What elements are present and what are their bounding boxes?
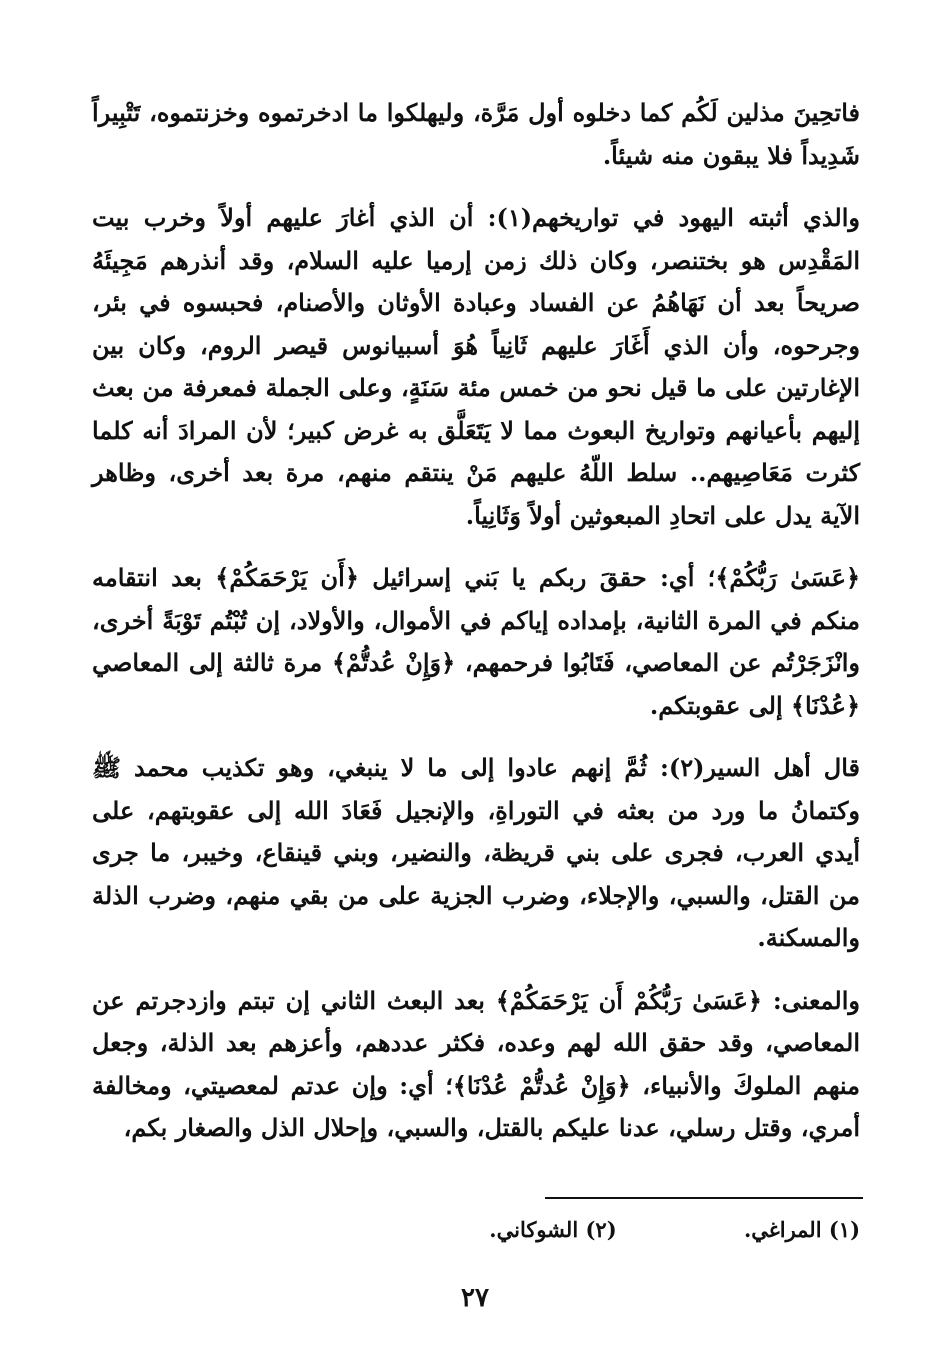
paragraph-1: فاتحِينَ مذلين لَكُم كما دخلوه أول مَرَّة، وليهلكوا ما ادخرتموه وخزنتموه، تَتْبِيراً شَدِيداً فلا يبقون منه شيئاً. [92, 98, 860, 170]
footnote-2: (٢) الشوكاني. [489, 1217, 617, 1242]
footnote-1: (١) المراغي. [743, 1217, 860, 1242]
page-number: ٢٧ [461, 1283, 489, 1313]
paragraph-5: والمعنى: ﴿عَسَىٰ رَبُّكُمْ أَن يَرْحَمَكُمْ﴾ بعد البعث الثاني إن تبتم وازدجرتم عن المعاصي، وقد حقق الله لهم وعده، فكثر عددهم، وأعزهم بعد الذلة، وجعل منهم الملوكَ والأنبياء، ﴿وَإِنْ عُدتُّمْ عُدْنَا﴾؛ أي: وإن عدتم لمعصيتي، ومخالفة أمري، وقتل رسلي، عدنا عليكم بالقتل، والسبي، وإحلال الذل والصغار بكم، [92, 985, 860, 1142]
footnotes [489, 1217, 860, 1242]
paragraph-2: والذي أثبته اليهود في تواريخهم(١): أن الذي أغارَ عليهم أولاً وخرب بيت المَقْدِس هو بختنصر، وكان ذلك زمن إرميا عليه السلام، وقد أنذرهم مَجِيئَهُ صريحاً بعد أن نَهَاهُمُ عن الفساد وعبادة الأوثان والأصنام، فحبسوه في بئر، وجرحوه، وأن الذي أَغَارَ عليهم ثَانِياً هُوَ أسبيانوس قيصر الروم، وكان بين الإغارتين على ما قيل نحو من خمس مئة سَنَةٍ، وعلى الجملة فمعرفة من بعث إليهم بأعيانهم وتواريخ البعوث مما لا يَتَعَلَّق به غرض كبير؛ لأن المرادَ أنه كلما كثرت مَعَاصِيهم.. سلط اللّهُ عليهم مَنْ ينتقم منهم، مرة بعد أخرى، وظاهر الآية يدل على اتحادِ المبعوثين أولاً وَثَانِياً. [92, 203, 861, 530]
paragraph-3: ﴿عَسَىٰ رَبُّكُمْ﴾؛ أي: حققَ ربكم يا بَني إسرائيل ﴿أَن يَرْحَمَكُمْ﴾ بعد انتقامه منكم في المرة الثانية، بإمداده إياكم في الأموال، والأولاد، إن تُبْتُم تَوْبَةً أخرى، وانْزَجَرْتُم عن المعاصي، فَتَابُوا فرحمهم، ﴿وَإِنْ عُدتُّمْ﴾ مرة ثالثة إلى المعاصي ﴿عُدْنَا﴾ إلى عقوبتكم. [92, 563, 861, 720]
page-body [92, 92, 860, 1150]
paragraph-4: قال أهل السير(٢): ثُمَّ إنهم عادوا إلى ما لا ينبغي، وهو تكذيب محمد ﷺ وكتمانُ ما ورد من بعثه في التوراةِ، والإنجيل فَعَادَ الله إلى عقوبتهم، على أيدي العرب، فجرى على بني قريظة، والنضير، وبني قينقاع، وخيبر، ما جرى من القتل، والسبي، والإجلاء، وضرب الجزية على من بقي منهم، وضرب الذلة والمسكنة. [92, 753, 860, 952]
footnote-divider [545, 1197, 863, 1199]
